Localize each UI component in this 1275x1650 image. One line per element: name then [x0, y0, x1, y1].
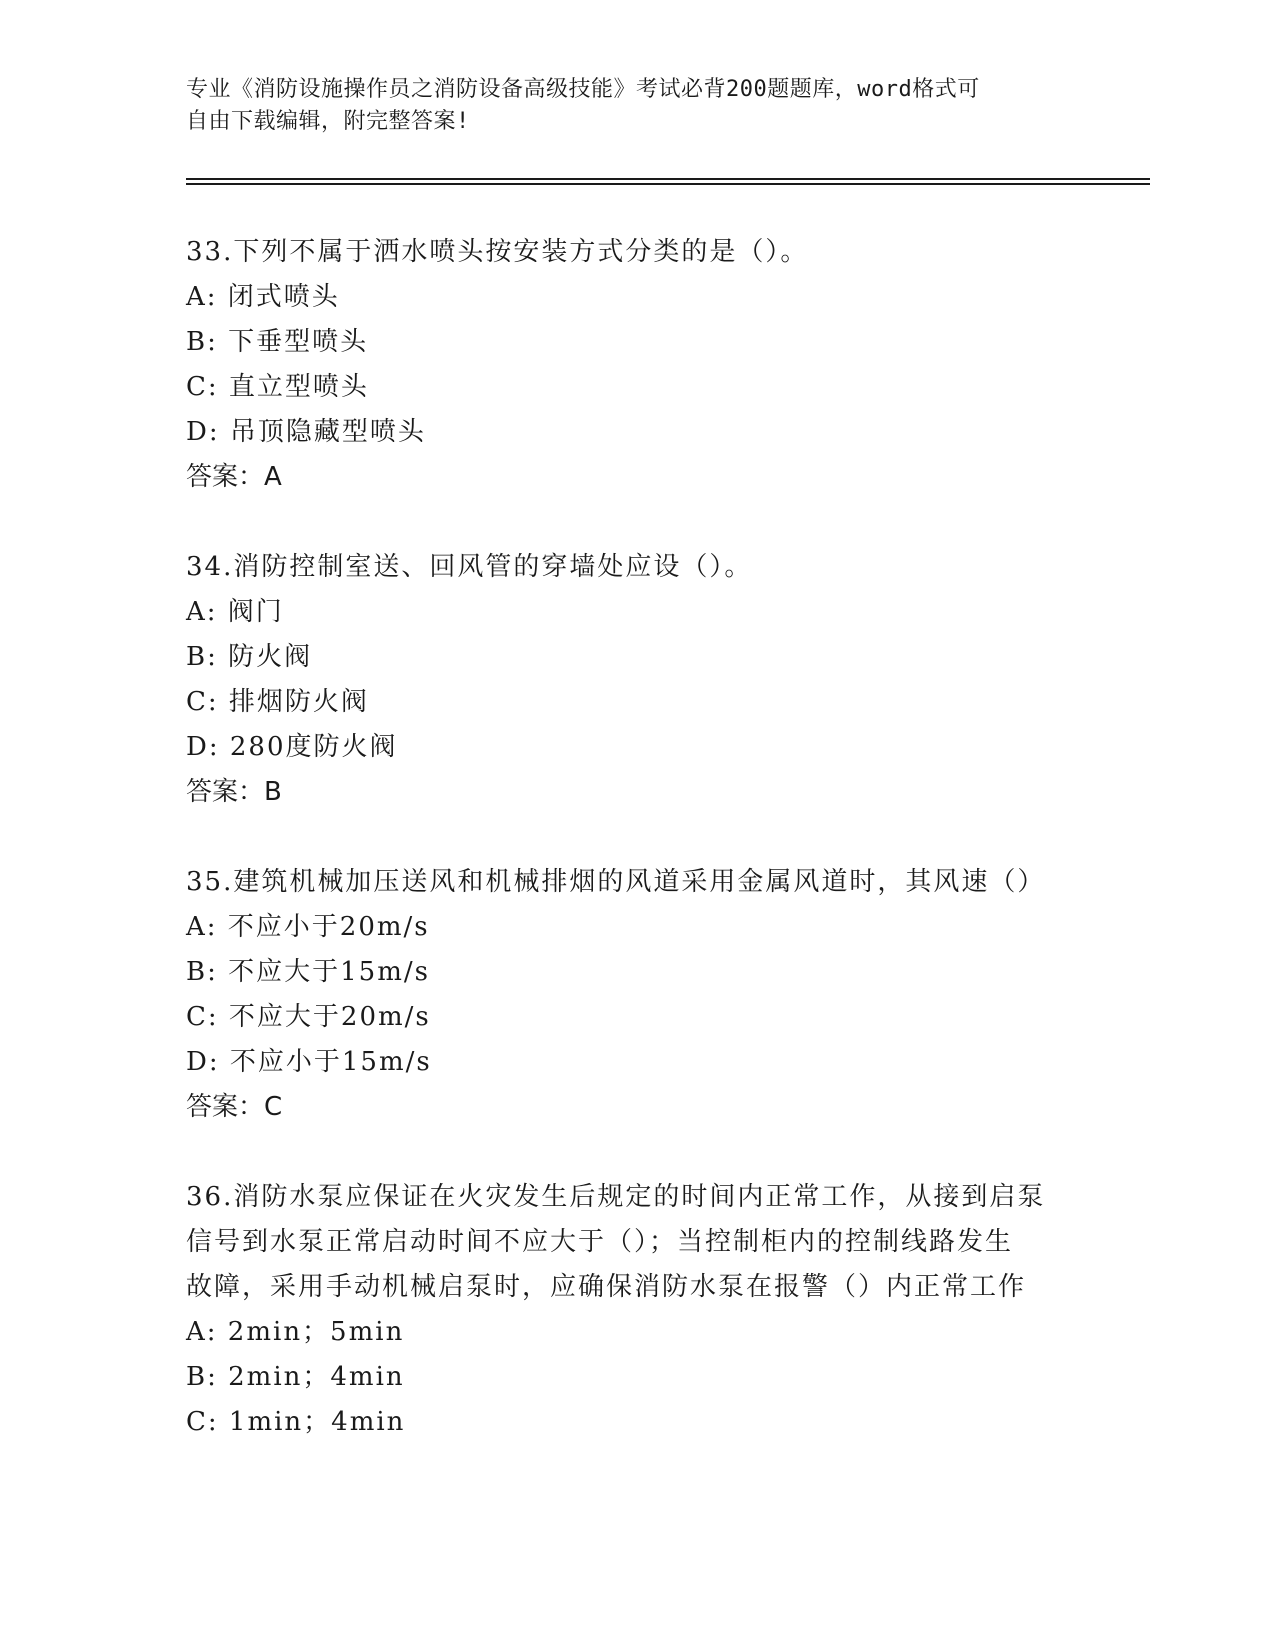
header-divider-bottom — [186, 183, 1150, 185]
answer-text: 答案：A — [186, 462, 282, 492]
option-c: C: 排烟防火阀 — [186, 687, 369, 717]
option-b: B: 2min；4min — [186, 1362, 405, 1392]
option-a: A: 阀门 — [186, 597, 284, 627]
option-a: A: 闭式喷头 — [186, 282, 340, 312]
option-c: C: 直立型喷头 — [186, 372, 369, 402]
option-b: B: 不应大于15m/s — [186, 957, 430, 987]
question-36 — [186, 1175, 1086, 1445]
answer-text: 答案：B — [186, 777, 282, 807]
question-stem: 34.消防控制室送、回风管的穿墙处应设（）。 — [186, 552, 753, 582]
option-d: D: 不应小于15m/s — [186, 1047, 432, 1077]
option-b: B: 下垂型喷头 — [186, 327, 369, 357]
answer-text: 答案：C — [186, 1092, 283, 1122]
question-33 — [186, 230, 1086, 500]
question-stem: 35.建筑机械加压送风和机械排烟的风道采用金属风道时，其风速（） — [186, 867, 1046, 897]
question-stem-line-2: 信号到水泵正常启动时间不应大于（）；当控制柜内的控制线路发生 — [186, 1227, 1014, 1257]
question-stem-line-1: 36.消防水泵应保证在火灾发生后规定的时间内正常工作，从接到启泵 — [186, 1182, 1046, 1212]
question-34 — [186, 545, 1086, 815]
question-stem: 33.下列不属于洒水喷头按安装方式分类的是（）。 — [186, 237, 809, 267]
header-line-1: 专业《消防设施操作员之消防设备高级技能》考试必背200题题库，word格式可 — [186, 77, 980, 102]
option-b: B: 防火阀 — [186, 642, 313, 672]
option-a: A: 不应小于20m/s — [186, 912, 430, 942]
header-divider-top — [186, 178, 1150, 180]
option-d: D: 280度防火阀 — [186, 732, 398, 762]
option-c: C: 不应大于20m/s — [186, 1002, 431, 1032]
question-35 — [186, 860, 1086, 1130]
document-header — [186, 74, 1066, 138]
option-a: A: 2min；5min — [186, 1317, 405, 1347]
option-c: C: 1min；4min — [186, 1407, 406, 1437]
header-line-2: 自由下载编辑，附完整答案! — [186, 109, 470, 134]
question-stem-line-3: 故障，采用手动机械启泵时，应确保消防水泵在报警（）内正常工作 — [186, 1272, 1027, 1302]
option-d: D: 吊顶隐藏型喷头 — [186, 417, 426, 447]
